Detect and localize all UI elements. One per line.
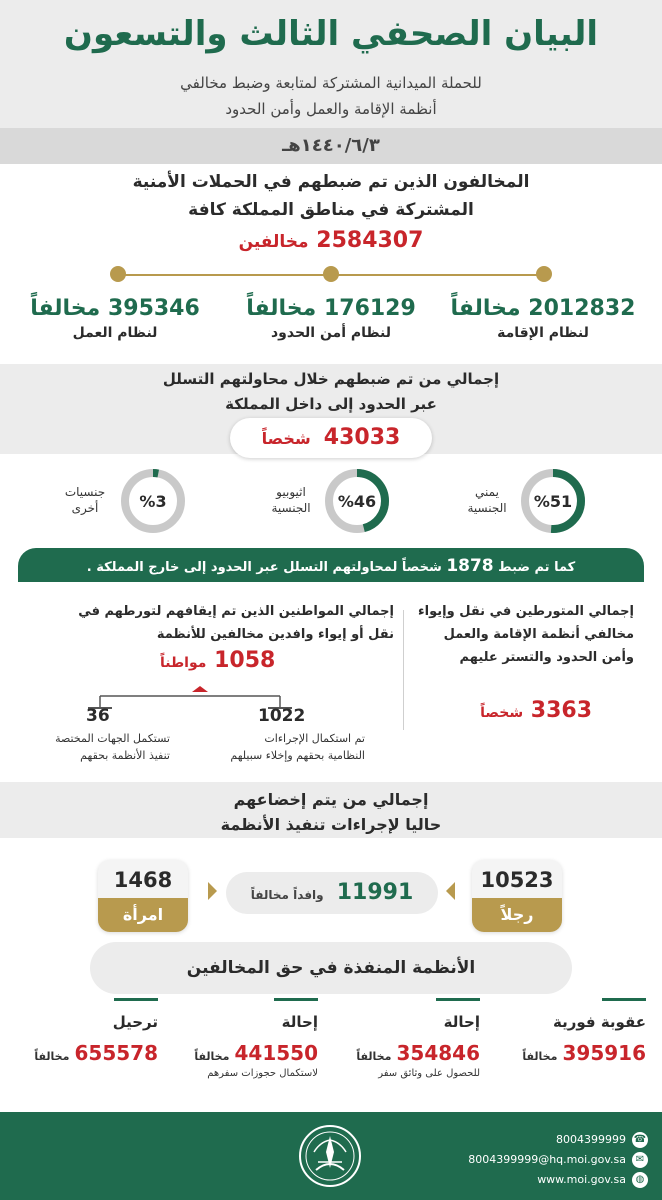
- system-name: ترحيل: [112, 1013, 158, 1031]
- system-value: 354846: [396, 1041, 480, 1065]
- citizens-description: إجمالي المواطنين الذين تم إيقافهم لتورطهم في نقل أو إيواء وافدين مخالفين للأنظمة: [78, 604, 394, 642]
- category-border: [236, 296, 426, 341]
- procedures-total-pill: [226, 872, 438, 914]
- category-border-label: لنظام أمن الحدود: [270, 325, 392, 341]
- system-value: 395916: [562, 1041, 646, 1065]
- system-referral-bookings: [168, 998, 318, 1079]
- donut-other: [120, 468, 186, 534]
- system-unit: مخالفاً: [356, 1050, 392, 1063]
- donut-yemeni: [520, 468, 586, 534]
- category-labor-value: 395346 مخالفاً: [30, 296, 200, 321]
- infiltration-title-line-2: عبر الحدود إلى داخل المملكة: [225, 395, 437, 413]
- system-value: 655578: [74, 1041, 158, 1065]
- procedures-title-line-1: إجمالي من يتم إخضاعهم: [233, 790, 429, 809]
- subtitle-line-1: للحملة الميدانية المشتركة لمتابعة وضبط مخالفي: [180, 74, 482, 92]
- involved-total: 3363 شخصاً: [480, 698, 592, 723]
- procedures-total-value: 11991: [336, 880, 414, 905]
- exit-number: 1878: [446, 556, 494, 576]
- violators-total-unit: مخالفين: [238, 232, 309, 252]
- arrow-left-icon: [208, 882, 217, 900]
- system-name: إحالة: [281, 1013, 318, 1031]
- email-icon: ✉: [632, 1152, 648, 1168]
- system-unit: مخالفاً: [522, 1050, 558, 1063]
- system-note: للحصول على وثائق سفر: [378, 1068, 480, 1079]
- citizens-completed-label: تم استكمال الإجراءات النظامية بحقهم وإخلاء سبيلهم: [230, 732, 365, 762]
- women-card: [98, 860, 188, 932]
- system-value: 441550: [234, 1041, 318, 1065]
- men-value: 10523: [480, 868, 554, 892]
- system-bar: [602, 998, 646, 1001]
- arrow-right-icon: [446, 882, 455, 900]
- infiltration-total-unit: شخصاً: [261, 429, 311, 448]
- exit-banner: كما تم ضبط 1878 شخصاً لمحاولتهم التسلل عبر الحدود إلى خارج المملكة .: [18, 548, 644, 582]
- phone-icon: ☎: [632, 1132, 648, 1148]
- men-label: رجلاً: [472, 898, 562, 932]
- infiltration-total-value: 43033: [323, 425, 401, 450]
- donut-ethiopian-label: اثيوبيو الجنسية: [271, 485, 311, 515]
- procedures-total-unit: وافداً مخالفاً: [250, 888, 324, 902]
- category-labor-label: لنظام العمل: [72, 325, 158, 341]
- ministry-emblem-icon: [294, 1122, 366, 1190]
- system-unit: مخالفاً: [194, 1050, 230, 1063]
- donut-ethiopian-percent: %46: [337, 492, 377, 511]
- timeline-dot-residency: [536, 266, 552, 282]
- contact-email[interactable]: 8004399999@hq.moi.gov.sa ✉: [398, 1150, 648, 1170]
- citizens-total: 1058 مواطناً: [160, 648, 276, 673]
- citizens-pending-value: 36: [86, 706, 110, 726]
- date-bar: ١٤٤٠/٦/٣هـ: [0, 128, 662, 164]
- violators-title-line-2: المشتركة في مناطق المملكة كافة: [188, 200, 474, 220]
- system-deportation: [8, 998, 158, 1065]
- category-border-value: 176129 مخالفاً: [246, 296, 416, 321]
- donut-ethiopian: [324, 468, 390, 534]
- category-residency: [448, 296, 638, 341]
- category-residency-value: 2012832 مخالفاً: [450, 296, 636, 321]
- system-bar: [114, 998, 158, 1001]
- women-value: 1468: [113, 868, 173, 892]
- men-card: [472, 860, 562, 932]
- system-bar: [436, 998, 480, 1001]
- system-name: عقوبة فورية: [553, 1013, 646, 1031]
- globe-icon: ◍: [632, 1172, 648, 1188]
- donut-yemeni-label: يمني الجنسية: [467, 485, 507, 515]
- timeline-dot-labor: [110, 266, 126, 282]
- page-title: البيان الصحفي الثالث والتسعون: [63, 14, 599, 54]
- system-unit: مخالفاً: [34, 1050, 70, 1063]
- system-name: إحالة: [443, 1013, 480, 1031]
- violators-total-value: 2584307: [316, 228, 424, 253]
- violators-title-line-1: المخالفون الذين تم ضبطهم في الحملات الأمنية: [132, 172, 530, 192]
- system-referral-travel-docs: [330, 998, 480, 1079]
- category-labor: [20, 296, 210, 341]
- system-note: لاستكمال حجوزات سفرهم: [207, 1068, 318, 1079]
- violators-total: [0, 228, 662, 253]
- header-band: [0, 0, 662, 128]
- citizens-pending-label: تستكمل الجهات المختصة تنفيذ الأنظمة بحقهم: [55, 732, 170, 762]
- timeline-dot-border: [323, 266, 339, 282]
- system-immediate-penalty: [496, 998, 646, 1065]
- infiltration-total-pill: [230, 418, 432, 458]
- donut-yemeni-percent: %51: [533, 492, 573, 511]
- category-residency-label: لنظام الإقامة: [497, 325, 589, 341]
- citizens-completed-value: 1022: [258, 706, 306, 726]
- donut-other-percent: %3: [139, 492, 167, 511]
- column-divider: [403, 610, 404, 730]
- procedures-title-line-2: حاليا لإجراءات تنفيذ الأنظمة: [220, 815, 442, 834]
- subtitle-line-2: أنظمة الإقامة والعمل وأمن الحدود: [225, 100, 437, 118]
- contact-phone[interactable]: 8004399999 ☎: [556, 1133, 647, 1146]
- involved-description: إجمالي المتورطين في نقل وإيواء مخالفي أنظمة الإقامة والعمل وأمن الحدود والتستر عليهم: [418, 604, 634, 665]
- systems-title-pill: الأنظمة المنفذة في حق المخالفين: [90, 942, 572, 994]
- donut-other-label: جنسيات أخرى: [64, 485, 106, 515]
- system-bar: [274, 998, 318, 1001]
- infiltration-title-line-1: إجمالي من تم ضبطهم خلال محاولتهم التسلل: [162, 370, 500, 388]
- women-label: امرأة: [98, 898, 188, 932]
- contact-website[interactable]: www.moi.gov.sa ◍: [398, 1170, 648, 1190]
